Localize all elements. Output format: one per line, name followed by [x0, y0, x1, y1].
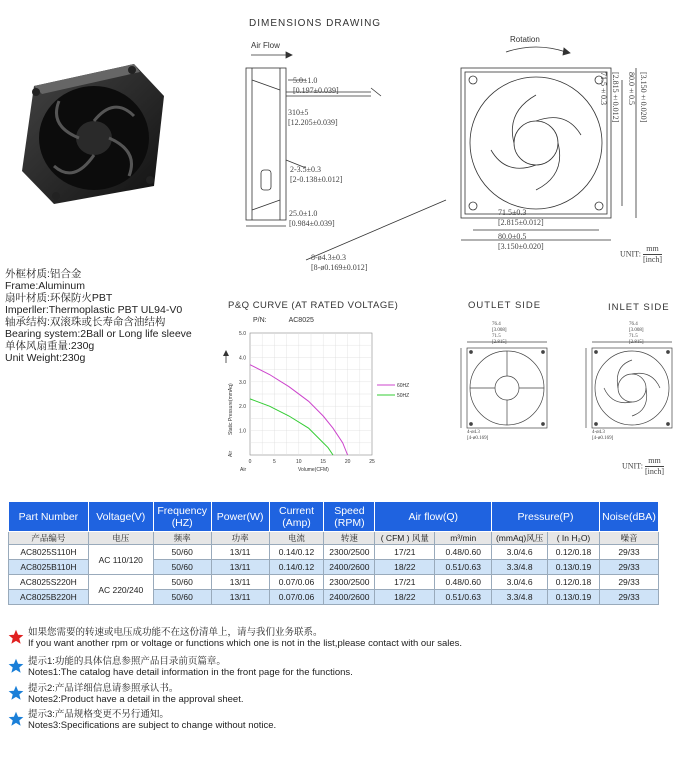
cell: 0.14/0.12	[269, 560, 324, 575]
dim-5mm: 5.0±1.0 [0.197±0.039]	[293, 76, 339, 95]
pq-x-tick: 20	[344, 459, 351, 465]
pq-x-tick: 0	[248, 459, 252, 465]
spec-line: Unit Weight:230g	[5, 352, 86, 364]
outlet-holes: 4-ø4.3 [4-ø0.169]	[467, 430, 489, 441]
pq-x-tick: 5	[273, 459, 276, 465]
table-row	[9, 575, 659, 590]
note-en: Notes1:The catalog have detail information in the front page for the functions.	[28, 667, 353, 678]
unit-label-top: UNIT: mm [inch]	[620, 244, 663, 264]
dim-holes: 8-ø4.3±0.3 [8-ø0.169±0.012]	[311, 253, 368, 272]
spec-table	[8, 501, 659, 605]
blue-star-icon	[8, 711, 24, 727]
cell: 0.07/0.06	[269, 590, 324, 605]
th-speed: Speed (RPM)	[324, 502, 375, 532]
sub-cell: ( In H₂O)	[548, 532, 600, 545]
sub-cell: 噪音	[599, 532, 658, 545]
cell: 50/60	[153, 545, 211, 560]
outlet-title: OUTLET SIDE	[468, 300, 542, 311]
cell: 18/22	[375, 560, 435, 575]
cell: 13/11	[211, 560, 269, 575]
cell-part: AC8025B110H	[9, 560, 89, 575]
inlet-dims: 76.4 [3.008] 71.5 [2.815]	[629, 322, 644, 345]
pq-chart	[222, 325, 422, 475]
cell: 17/21	[375, 545, 435, 560]
cell: 2400/2600	[324, 590, 375, 605]
dimension-drawing	[236, 40, 656, 270]
table-header-row	[9, 502, 659, 532]
th-airflow: Air flow(Q)	[375, 502, 492, 532]
pq-x-tick: 25	[369, 459, 375, 465]
legend-50hz: 50HZ	[397, 393, 410, 399]
cell: 50/60	[153, 590, 211, 605]
th-current: Current (Amp)	[269, 502, 324, 532]
sub-cell: 产品编号	[9, 532, 89, 545]
cell: 2300/2500	[324, 575, 375, 590]
pq-legend	[377, 383, 409, 399]
pq-y-tick: 2.0	[239, 404, 246, 411]
spec-line: 扇叶材质:环保防火PBT	[5, 292, 113, 304]
pq-y-tick: 5.0	[239, 331, 246, 337]
sub-cell: (mmAq)风压	[492, 532, 548, 545]
airflow-label: Air Flow	[251, 41, 280, 50]
dim-hole-spacing: 71.5±0.3 [2.815±0.012]	[498, 208, 544, 227]
cell: 13/11	[211, 575, 269, 590]
pq-x-label: Volume(CFM)	[298, 467, 329, 473]
cell-voltage: AC 220/240	[88, 575, 153, 605]
cell: 3.0/4.6	[492, 545, 548, 560]
sub-cell: ( CFM ) 风量	[375, 532, 435, 545]
spec-line: Frame:Aluminum	[5, 280, 85, 292]
th-part-number: Part Number	[9, 502, 89, 532]
spec-line: Bearing system:2Ball or Long life sleeve	[5, 328, 192, 340]
dim-thickness: 25.0±1.0 [0.984±0.039]	[289, 209, 335, 228]
note-en: If you want another rpm or voltage or functions which one is not in the list,please contact with our sales.	[28, 638, 463, 649]
blue-star-icon	[8, 685, 24, 701]
rotation-label: Rotation	[510, 35, 540, 44]
cell: 50/60	[153, 560, 211, 575]
spec-line: Imperller:Thermoplastic PBT UL94-V0	[5, 304, 183, 316]
table-subheader-row	[9, 532, 659, 545]
unit-label-bottom: UNIT: mm [inch]	[622, 456, 665, 476]
cell: 0.12/0.18	[548, 575, 600, 590]
spec-list	[5, 268, 192, 364]
cell: 13/11	[211, 590, 269, 605]
cell: 0.48/0.60	[435, 545, 492, 560]
pq-y-label-side: Air	[228, 450, 234, 457]
cell: 0.51/0.63	[435, 560, 492, 575]
note-en: Notes2:Product have a detail in the approval sheet.	[28, 694, 244, 705]
cell: 29/33	[599, 575, 658, 590]
pq-pn: P/N: AC8025	[253, 317, 314, 324]
outlet-dims: 76.4 [3.008] 71.5 [2.815]	[492, 322, 507, 345]
legend-60hz: 60HZ	[397, 383, 410, 389]
th-frequency: Frequency (HZ)	[153, 502, 211, 532]
sub-cell: 电压	[88, 532, 153, 545]
inlet-title: INLET SIDE	[608, 302, 670, 313]
pq-y-tick: 4.0	[239, 355, 246, 362]
cell-part: AC8025S110H	[9, 545, 89, 560]
th-power: Power(W)	[211, 502, 269, 532]
red-star-icon	[8, 629, 24, 645]
pq-title: P&Q CURVE (AT RATED VOLTAGE)	[228, 300, 399, 311]
pq-y-tick: 1.0	[239, 428, 246, 435]
pq-x-label-side: Air	[240, 467, 247, 473]
dim-frame-width: 80.0±0.5 [3.150±0.020]	[498, 232, 544, 251]
cell: 29/33	[599, 545, 658, 560]
pq-y-tick: 3.0	[239, 379, 246, 386]
note-en: Notes3:Specifications are subject to change without notice.	[28, 720, 277, 731]
cell-voltage: AC 110/120	[88, 545, 153, 575]
pq-x-tick: 10	[296, 459, 302, 465]
cell-part: AC8025B220H	[9, 590, 89, 605]
note-cn: 如果您需要的转速或电压成功能不在这份清单上，请与我们业务联系。	[28, 627, 323, 638]
cell: 0.13/0.19	[548, 590, 600, 605]
sub-cell: m³/min	[435, 532, 492, 545]
blue-star-icon	[8, 658, 24, 674]
drawing-title: DIMENSIONS DRAWING	[249, 18, 382, 29]
spec-line: 外框材质:铝合金	[5, 268, 82, 280]
sub-cell: 频率	[153, 532, 211, 545]
dim-cable: 310±5 [12.205±0.039]	[288, 108, 338, 127]
cell: 0.51/0.63	[435, 590, 492, 605]
cell: 17/21	[375, 575, 435, 590]
outlet-drawing	[455, 320, 565, 445]
cell: 29/33	[599, 560, 658, 575]
pq-x-tick: 15	[320, 459, 326, 465]
spec-line: 轴承结构:双滚珠或长寿命含油结构	[5, 316, 166, 328]
cell-part: AC8025S220H	[9, 575, 89, 590]
cell: 18/22	[375, 590, 435, 605]
cell: 50/60	[153, 575, 211, 590]
cell: 3.3/4.8	[492, 560, 548, 575]
cell: 2400/2600	[324, 560, 375, 575]
pq-series-50hz	[250, 399, 333, 455]
sub-cell: 功率	[211, 532, 269, 545]
th-voltage: Voltage(V)	[88, 502, 153, 532]
th-noise: Noise(dBA)	[599, 502, 658, 532]
th-pressure: Pressure(P)	[492, 502, 600, 532]
cell: 3.0/4.6	[492, 575, 548, 590]
spec-line: 单体风扇重量:230g	[5, 340, 95, 352]
cell: 0.14/0.12	[269, 545, 324, 560]
inlet-holes: 4-ø4.3 [4-ø0.169]	[592, 430, 614, 441]
note-cn: 提示2:产品详细信息请参照承认书。	[28, 683, 179, 694]
note-cn: 提示3:产品规格变更不另行通知。	[28, 709, 169, 720]
table-row	[9, 545, 659, 560]
pq-y-label: Static Pressure(mmAq)	[228, 383, 234, 435]
dim-tab: 2-3.5±0.3 [2-0.138±0.012]	[290, 165, 343, 184]
fan-photo	[14, 56, 166, 206]
cell: 29/33	[599, 590, 658, 605]
cell: 0.13/0.19	[548, 560, 600, 575]
cell: 0.48/0.60	[435, 575, 492, 590]
note-cn: 提示1:功能的具体信息参照产品目录前页篇章。	[28, 656, 226, 667]
cell: 2300/2500	[324, 545, 375, 560]
cell: 13/11	[211, 545, 269, 560]
cell: 0.12/0.18	[548, 545, 600, 560]
sub-cell: 电流	[269, 532, 324, 545]
sub-cell: 转速	[324, 532, 375, 545]
cell: 0.07/0.06	[269, 575, 324, 590]
cell: 3.3/4.8	[492, 590, 548, 605]
dim-vertical: 71.5±0.3 [2.815±0.012] 80.0±0.5 [3.150±0.020]	[599, 72, 648, 123]
